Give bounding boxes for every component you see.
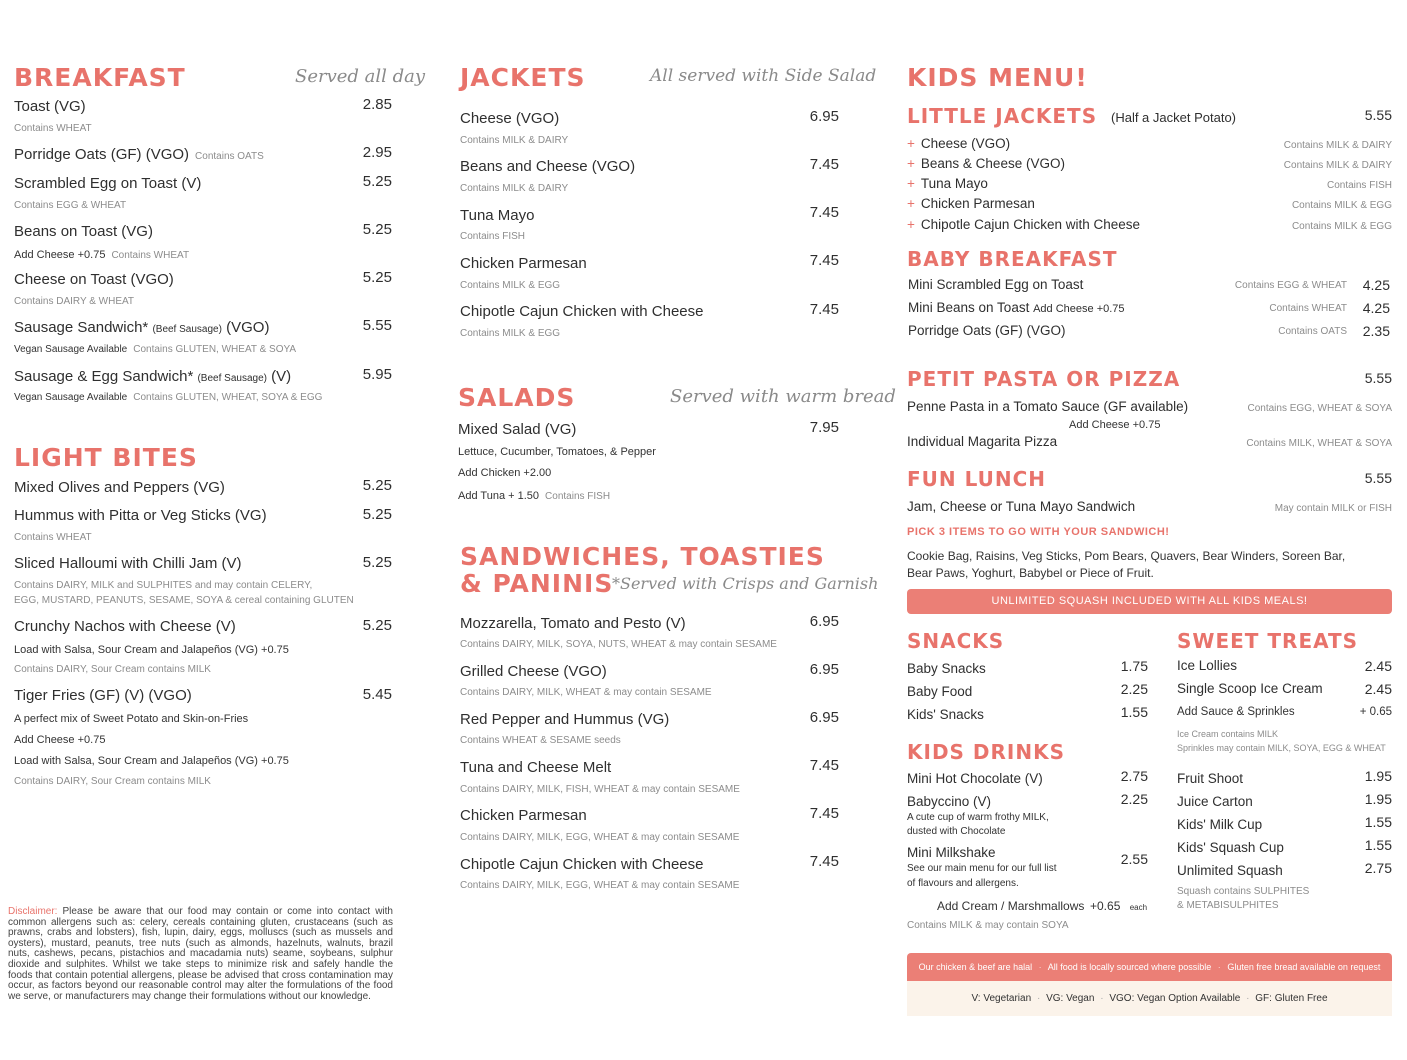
item-extra: A perfect mix of Sweet Potato and Skin-on-Fries [14, 713, 249, 725]
kids-title: KIDS MENU! [907, 63, 1088, 92]
allergen-note: Sprinkles may contain MILK, SOYA, EGG & WHEAT [1177, 743, 1386, 753]
jackets-tagline: All served with Side Salad [650, 66, 877, 86]
item-extra: Add Cream / Marshmallows [937, 899, 1085, 913]
menu-item-price: 1.95 [1364, 791, 1392, 807]
menu-item-name: Tiger Fries (GF) (V) (VGO) [14, 687, 192, 704]
petit-pasta-price: 5.55 [1364, 370, 1392, 386]
list-item: + Beans & Cheese (VGO) [907, 156, 1065, 171]
info-banner: Our chicken & beef are halal · All food is locally sourced where possible · Gluten free bread available on request [907, 953, 1392, 981]
allergen-note: May contain MILK or FISH [1274, 503, 1392, 514]
menu-item-name: Chicken Parmesan [460, 255, 587, 272]
list-item: + Tuna Mayo [907, 176, 988, 191]
menu-item-price: 4.25 [1362, 300, 1390, 316]
allergen-note: Ice Cream contains MILK [1177, 729, 1279, 739]
menu-item-price: 2.55 [1120, 851, 1148, 867]
disclaimer-label: Disclaimer: [8, 906, 58, 917]
petit-pasta-title: PETIT PASTA OR PIZZA [907, 367, 1181, 391]
menu-item-price: 1.55 [1120, 704, 1148, 720]
menu-item-price: 7.95 [809, 419, 839, 436]
menu-item-name: Chipotle Cajun Chicken with Cheese [460, 856, 704, 873]
sweet-treats-title: SWEET TREATS [1177, 629, 1359, 653]
list-item: + Chicken Parmesan [907, 196, 1035, 211]
item-extra: Add Chicken +2.00 [458, 467, 552, 479]
legend-gluten-free: GF: Gluten Free [1255, 993, 1328, 1004]
item-description: dusted with Chocolate [907, 826, 1006, 837]
menu-item-price: 7.45 [809, 156, 839, 173]
breakfast-title: BREAKFAST [14, 63, 186, 92]
menu-item-price: 6.95 [809, 108, 839, 125]
menu-item-name: Tuna Mayo [460, 207, 535, 224]
allergen-note: Contains MILK & EGG [1291, 200, 1392, 211]
menu-item-price: 5.25 [362, 477, 392, 494]
item-extra: Load with Salsa, Sour Cream and Jalapeños (VG) +0.75 [14, 644, 289, 656]
allergen-note: Contains FISH [1326, 180, 1392, 191]
light-bites-title: LIGHT BITES [14, 443, 198, 472]
disclaimer [8, 907, 393, 1002]
menu-item-price: 5.95 [362, 366, 392, 383]
allergen-note: Squash contains SULPHITES [1177, 886, 1310, 897]
allergen-note: Contains FISH [460, 231, 526, 242]
menu-item-price: 7.45 [809, 204, 839, 221]
menu-item-name: Grilled Cheese (VGO) [460, 663, 607, 680]
menu-item-name: Mini Milkshake [907, 845, 996, 860]
menu-item-name: Mini Scrambled Egg on Toast [908, 277, 1084, 292]
menu-item-price: 2.75 [1120, 768, 1148, 784]
jackets-title: JACKETS [460, 63, 586, 92]
snacks-title: SNACKS [907, 629, 1005, 653]
allergen-note: Contains MILK & DAIRY [1283, 160, 1392, 171]
menu-item-name: Mixed Olives and Peppers (VG) [14, 479, 225, 496]
item-description: See our main menu for our full list [907, 863, 1057, 874]
sandwiches-title: SANDWICHES, TOASTIES [460, 542, 825, 571]
menu-item-name: Tuna and Cheese Melt [460, 759, 612, 776]
allergen-note: Contains MILK & DAIRY [460, 183, 569, 194]
menu-item-name: Crunchy Nachos with Cheese (V) [14, 618, 236, 635]
menu-item-price: 7.45 [809, 805, 839, 822]
allergen-note: Contains WHEAT [14, 532, 92, 543]
baby-breakfast-title: BABY BREAKFAST [907, 247, 1118, 271]
lunch-options: Cookie Bag, Raisins, Veg Sticks, Pom Bears, Quavers, Bear Winders, Soreen Bar, [907, 549, 1346, 563]
unlimited-squash-banner: UNLIMITED SQUASH INCLUDED WITH ALL KIDS MEALS! [907, 589, 1392, 614]
allergen-note: Contains MILK, WHEAT & SOYA [1246, 438, 1392, 449]
menu-item-name: Ice Lollies [1177, 658, 1238, 673]
allergen-note: Contains EGG & WHEAT [14, 200, 127, 211]
lunch-options: Bear Paws, Yoghurt, Babybel or Piece of Fruit. [907, 566, 1154, 580]
item-description: of flavours and allergens. [907, 878, 1019, 889]
menu-item-name: Kids' Snacks [907, 707, 984, 722]
menu-item-price: 5.25 [362, 617, 392, 634]
salads-title: SALADS [458, 383, 576, 412]
menu-item-price: 2.75 [1364, 860, 1392, 876]
allergen-note: Contains DAIRY & WHEAT [14, 296, 135, 307]
allergen-note: Contains OATS [1278, 326, 1347, 337]
info-halal: Our chicken & beef are halal [918, 962, 1033, 972]
allergen-note: Contains DAIRY, MILK, EGG, WHEAT & may contain SESAME [460, 880, 740, 891]
allergen-note: Contains MILK & DAIRY [1283, 140, 1392, 151]
menu-item-name: Baby Food [907, 684, 973, 699]
menu-item-price: 6.95 [809, 661, 839, 678]
menu-item-price: 6.95 [809, 709, 839, 726]
allergen-note: Contains MILK & EGG [460, 280, 561, 291]
allergen-note: Contains DAIRY, MILK, EGG, WHEAT & may contain SESAME [460, 832, 740, 843]
menu-item-price: 5.55 [362, 317, 392, 334]
menu-item-price: 2.85 [362, 96, 392, 113]
menu-item-name: Beans and Cheese (VGO) [460, 158, 636, 175]
menu-item-name: Individual Magarita Pizza [907, 434, 1058, 449]
menu-item-name: Hummus with Pitta or Veg Sticks (VG) [14, 507, 267, 524]
list-item: + Cheese (VGO) [907, 136, 1011, 151]
menu-item-price: 7.45 [809, 301, 839, 318]
kids-drinks-title: KIDS DRINKS [907, 740, 1065, 764]
allergen-note: Contains MILK & DAIRY [460, 135, 569, 146]
little-jackets-subtitle: (Half a Jacket Potato) [1111, 110, 1236, 125]
menu-item-price: 4.25 [1362, 277, 1390, 293]
menu-item-name: Fruit Shoot [1177, 771, 1244, 786]
fun-lunch-title: FUN LUNCH [907, 467, 1047, 491]
allergen-note: Contains EGG, WHEAT & SOYA [1247, 403, 1392, 414]
allergen-note: Contains MILK & may contain SOYA [907, 920, 1069, 931]
allergen-note: Contains WHEAT & SESAME seeds [460, 735, 621, 746]
menu-item-price: 1.95 [1364, 768, 1392, 784]
allergen-note: Contains DAIRY, MILK and SULPHITES and may contain CELERY, [14, 580, 313, 591]
item-extra-price: + 0.65 [1359, 706, 1392, 718]
menu-item-price: 6.95 [809, 613, 839, 630]
legend-vegan: VG: Vegan [1046, 993, 1095, 1004]
allergen-note: Contains DAIRY, MILK, SOYA, NUTS, WHEAT & may contain SESAME [460, 639, 777, 650]
menu-item-price: 1.75 [1120, 658, 1148, 674]
allergen-note: Contains DAIRY, Sour Cream contains MILK [14, 664, 211, 675]
allergen-note: & METABISULPHITES [1177, 900, 1279, 911]
allergen-note: Contains WHEAT [14, 123, 92, 134]
little-jackets-title: LITTLE JACKETS [907, 104, 1098, 128]
item-extra: Load with Salsa, Sour Cream and Jalapeños (VG) +0.75 [14, 755, 289, 767]
allergen-note: Contains MILK & EGG [1291, 221, 1392, 232]
menu-item-name: Scrambled Egg on Toast (V) [14, 175, 202, 192]
allergen-note: Contains DAIRY, Sour Cream contains MILK [14, 776, 211, 787]
menu-item-price: 5.25 [362, 554, 392, 571]
menu-item-name: Sausage & Egg Sandwich* (Beef Sausage) (V) [14, 368, 292, 385]
disclaimer-text: Please be aware that our food may contain or come into contact with common allergens such as: celery, cereals containing gluten, crustaceans (such as prawns, crabs and lobsters), fish, lupin, dairy, eggs, molluscs (such as mussels and oysters), mustard, peanuts, tree nuts (such as almonds, hazelnuts, walnuts, brazil nuts, cashews, pecans, pistachios and macadamia nuts) seame, soybeans, sulphur dioxide and sulphites. Whilst we take steps to minimize risk and safely handle the foods that contain potential allergens, please be advised that cross contamination may occur, as factors beyond our reasonable control may alter the formulations of the food we serve, or manufacturers may change their formulations without our knowledge. [8, 906, 393, 1002]
item-extra: Add Cheese +0.75 Contains WHEAT [14, 249, 190, 261]
menu-item-name: Unlimited Squash [1177, 863, 1283, 878]
menu-item-price: 1.55 [1364, 814, 1392, 830]
item-extra-price: +0.65 each [1090, 899, 1148, 913]
item-extra: Add Cheese +0.75 [1069, 419, 1161, 431]
menu-item-name: Mozzarella, Tomato and Pesto (V) [460, 615, 686, 632]
allergen-note: Contains MILK & EGG [460, 328, 561, 339]
menu-item-name: Juice Carton [1177, 794, 1253, 809]
menu-item-price: 1.55 [1364, 837, 1392, 853]
item-extra: Add Sauce & Sprinkles [1177, 706, 1295, 718]
menu-item-name: Chicken Parmesan [460, 807, 587, 824]
pick-three-heading: PICK 3 ITEMS TO GO WITH YOUR SANDWICH! [907, 526, 1170, 538]
menu-item-name: Jam, Cheese or Tuna Mayo Sandwich [907, 499, 1136, 514]
dietary-legend: V: Vegetarian · VG: Vegan · VGO: Vegan Option Available · GF: Gluten Free [907, 981, 1392, 1016]
menu-item-price: 7.45 [809, 853, 839, 870]
legend-vegan-option: VGO: Vegan Option Available [1109, 993, 1241, 1004]
allergen-note: Contains DAIRY, MILK, FISH, WHEAT & may contain SESAME [460, 784, 740, 795]
menu-item-name: Kids' Milk Cup [1177, 817, 1263, 832]
menu-item-price: 2.95 [362, 144, 392, 161]
item-description: Lettuce, Cucumber, Tomatoes, & Pepper [458, 446, 656, 458]
menu-item-price: 2.45 [1364, 658, 1392, 674]
menu-item-name: Cheese (VGO) [460, 110, 560, 127]
item-extra: Add Cheese +0.75 [14, 734, 106, 746]
menu-item-name: Sausage Sandwich* (Beef Sausage) (VGO) [14, 319, 270, 336]
menu-item-name: Mixed Salad (VG) [458, 421, 577, 438]
menu-item-price: 2.25 [1120, 791, 1148, 807]
menu-item-name: Red Pepper and Hummus (VG) [460, 711, 670, 728]
menu-item-price: 2.35 [1362, 323, 1390, 339]
menu-item-name: Penne Pasta in a Tomato Sauce (GF available) [907, 399, 1189, 414]
sandwiches-tagline: *Served with Crisps and Garnish [612, 574, 879, 593]
item-description: A cute cup of warm frothy MILK, [907, 812, 1049, 823]
menu-item-name: Kids' Squash Cup [1177, 840, 1284, 855]
menu-item-name: Porridge Oats (GF) (VGO) Contains OATS [14, 146, 264, 163]
info-local: All food is locally sourced where possible [1047, 962, 1212, 972]
allergen-note: Contains EGG & WHEAT [1234, 280, 1347, 291]
menu-item-price: 5.25 [362, 221, 392, 238]
menu-item-price: 2.45 [1364, 681, 1392, 697]
little-jackets-price: 5.55 [1364, 107, 1392, 123]
allergen-note: EGG, MUSTARD, PEANUTS, SESAME, SOYA & cereal containing GLUTEN [14, 595, 354, 606]
menu-item-price: 7.45 [809, 757, 839, 774]
menu-item-name: Mini Beans on Toast Add Cheese +0.75 [908, 300, 1125, 315]
menu-item-price: 5.25 [362, 269, 392, 286]
menu-item-price: 5.25 [362, 173, 392, 190]
breakfast-tagline: Served all day [295, 66, 426, 87]
menu-item-name: Single Scoop Ice Cream [1177, 681, 1323, 696]
menu-item-price: 5.45 [362, 686, 392, 703]
sandwiches-title-line2: & PANINIS [460, 569, 614, 598]
item-extra: Add Tuna + 1.50 Contains FISH [458, 490, 611, 502]
menu-item-name: Mini Hot Chocolate (V) [907, 771, 1043, 786]
allergen-note: Contains WHEAT [1269, 303, 1347, 314]
salads-tagline: Served with warm bread [670, 386, 896, 407]
item-extra: Vegan Sausage Available Contains GLUTEN, WHEAT & SOYA [14, 344, 297, 355]
info-gluten-free: Gluten free bread available on request [1227, 962, 1381, 972]
menu-item-price: 2.25 [1120, 681, 1148, 697]
allergen-note: Contains DAIRY, MILK, WHEAT & may contain SESAME [460, 687, 712, 698]
menu-item-price: 7.45 [809, 252, 839, 269]
menu-item-name: Baby Snacks [907, 661, 986, 676]
menu-item-name: Babyccino (V) [907, 794, 992, 809]
menu-item-name: Sliced Halloumi with Chilli Jam (V) [14, 555, 242, 572]
menu-item-name: Cheese on Toast (VGO) [14, 271, 174, 288]
item-extra: Vegan Sausage Available Contains GLUTEN, WHEAT, SOYA & EGG [14, 392, 323, 403]
legend-vegetarian: V: Vegetarian [971, 993, 1032, 1004]
menu-item-price: 5.25 [362, 506, 392, 523]
fun-lunch-price: 5.55 [1364, 470, 1392, 486]
menu-item-name: Porridge Oats (GF) (VGO) [908, 323, 1066, 338]
menu-item-name: Beans on Toast (VG) [14, 223, 153, 240]
menu-item-name: Toast (VG) [14, 98, 86, 115]
list-item: + Chipotle Cajun Chicken with Cheese [907, 217, 1141, 232]
menu-item-name: Chipotle Cajun Chicken with Cheese [460, 303, 704, 320]
